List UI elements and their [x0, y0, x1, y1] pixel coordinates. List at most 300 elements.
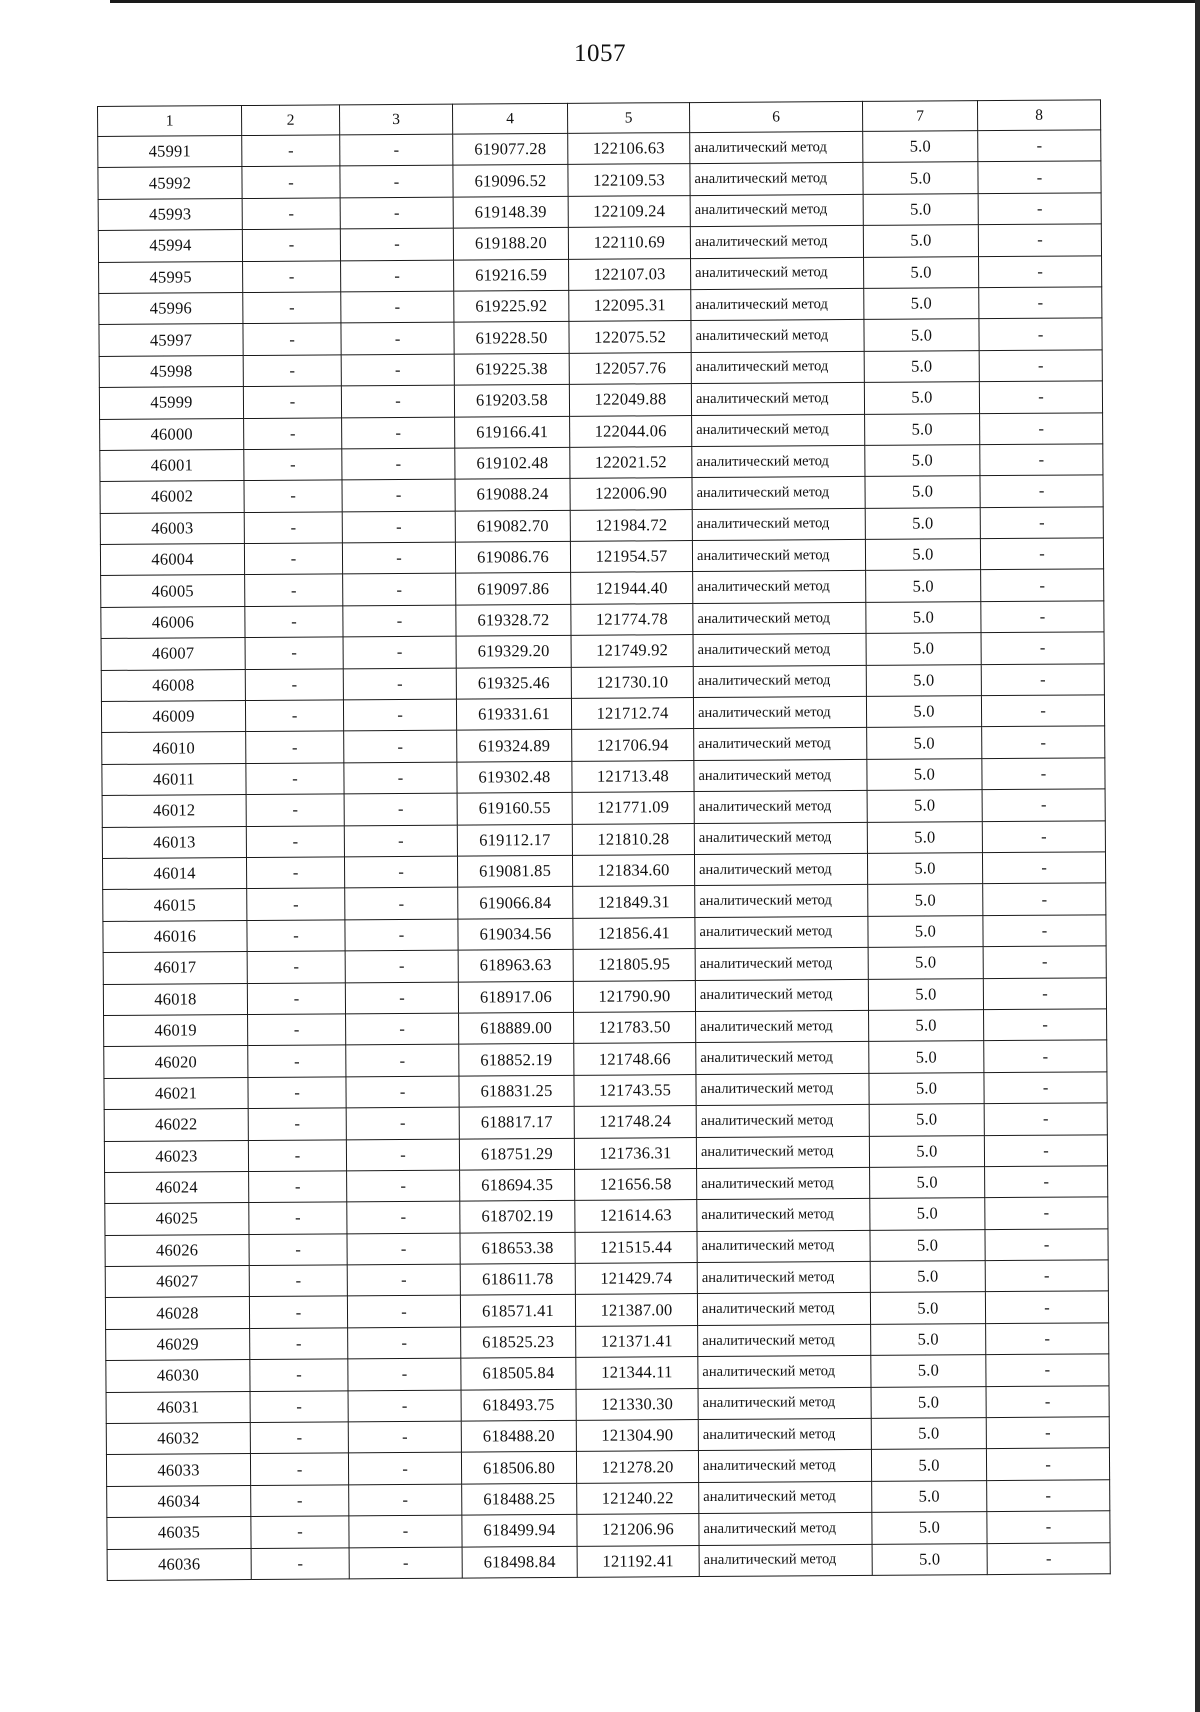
col2-cell: -: [250, 1390, 348, 1422]
method-cell: аналитический метод: [693, 602, 866, 635]
accuracy-cell: 5.0: [866, 633, 981, 665]
col8-cell: -: [987, 1542, 1110, 1574]
scan-right-edge: [1195, 0, 1200, 1712]
x-coordinate-cell: 618831.25: [459, 1075, 574, 1107]
point-number-cell: 46019: [104, 1014, 248, 1046]
x-coordinate-cell: 619160.55: [457, 793, 572, 825]
point-number-cell: 46003: [100, 512, 244, 544]
method-cell: аналитический метод: [697, 1199, 870, 1232]
point-number-cell: 46021: [104, 1077, 248, 1109]
y-coordinate-cell: 121984.72: [570, 509, 692, 541]
point-number-cell: 46016: [103, 920, 247, 952]
accuracy-cell: 5.0: [865, 507, 980, 539]
y-coordinate-cell: 121783.50: [574, 1011, 696, 1043]
table-row: [107, 1542, 1110, 1580]
accuracy-cell: 5.0: [864, 350, 979, 382]
method-cell: аналитический метод: [696, 1010, 869, 1043]
x-coordinate-cell: 619086.76: [455, 541, 570, 573]
col8-cell: -: [984, 1134, 1107, 1166]
accuracy-cell: 5.0: [865, 413, 980, 445]
method-cell: аналитический метод: [690, 131, 863, 164]
col2-cell: -: [243, 292, 341, 324]
table-body: [98, 130, 1111, 1581]
accuracy-cell: 5.0: [870, 1292, 985, 1324]
method-cell: аналитический метод: [694, 759, 867, 792]
x-coordinate-cell: 618506.80: [461, 1452, 576, 1484]
col8-cell: -: [985, 1228, 1108, 1260]
col8-cell: -: [987, 1511, 1110, 1543]
col2-cell: -: [247, 920, 345, 952]
x-coordinate-cell: 619225.38: [454, 353, 569, 385]
col3-cell: -: [342, 511, 455, 543]
method-cell: аналитический метод: [691, 288, 864, 321]
y-coordinate-cell: 121736.31: [574, 1137, 696, 1169]
column-header: 6: [689, 101, 862, 132]
col8-cell: -: [983, 915, 1106, 947]
y-coordinate-cell: 122057.76: [569, 352, 691, 384]
col8-cell: -: [979, 350, 1102, 382]
col8-cell: -: [983, 946, 1106, 978]
point-number-cell: 46026: [105, 1234, 249, 1266]
method-cell: аналитический метод: [690, 163, 863, 196]
y-coordinate-cell: 121344.11: [576, 1357, 698, 1389]
col3-cell: -: [344, 762, 457, 794]
col8-cell: -: [984, 1072, 1107, 1104]
point-number-cell: 46033: [106, 1454, 250, 1486]
col3-cell: -: [348, 1421, 461, 1453]
col3-cell: -: [346, 1044, 459, 1076]
y-coordinate-cell: 121192.41: [577, 1545, 699, 1577]
method-cell: аналитический метод: [695, 916, 868, 949]
col8-cell: -: [980, 412, 1103, 444]
y-coordinate-cell: 121954.57: [570, 541, 692, 573]
col8-cell: -: [980, 444, 1103, 476]
col2-cell: -: [246, 825, 344, 857]
y-coordinate-cell: 121206.96: [577, 1514, 699, 1546]
y-coordinate-cell: 122006.90: [570, 478, 692, 510]
point-number-cell: 46030: [106, 1360, 250, 1392]
col8-cell: -: [978, 224, 1101, 256]
x-coordinate-cell: 618963.63: [458, 950, 573, 982]
point-number-cell: 45991: [98, 136, 242, 168]
x-coordinate-cell: 618751.29: [459, 1138, 574, 1170]
column-header: 5: [567, 103, 689, 134]
column-header: 3: [339, 104, 452, 135]
col2-cell: -: [243, 260, 341, 292]
col2-cell: -: [248, 1045, 346, 1077]
point-number-cell: 46004: [100, 544, 244, 576]
point-number-cell: 45996: [99, 292, 243, 324]
x-coordinate-cell: 619097.86: [456, 573, 571, 605]
col3-cell: -: [348, 1390, 461, 1422]
col8-cell: -: [980, 475, 1103, 507]
col2-cell: -: [244, 512, 342, 544]
col3-cell: -: [340, 134, 453, 166]
col3-cell: -: [340, 197, 453, 229]
col2-cell: -: [246, 857, 344, 889]
point-number-cell: 45999: [99, 387, 243, 419]
col8-cell: -: [983, 977, 1106, 1009]
col8-cell: -: [983, 883, 1106, 915]
x-coordinate-cell: 619077.28: [453, 133, 568, 165]
col8-cell: -: [979, 287, 1102, 319]
y-coordinate-cell: 121749.92: [571, 635, 693, 667]
x-coordinate-cell: 618917.06: [458, 981, 573, 1013]
accuracy-cell: 5.0: [870, 1229, 985, 1261]
y-coordinate-cell: 121713.48: [572, 760, 694, 792]
point-number-cell: 45995: [99, 261, 243, 293]
y-coordinate-cell: 121810.28: [572, 823, 694, 855]
method-cell: аналитический метод: [693, 571, 866, 604]
x-coordinate-cell: 618571.41: [460, 1295, 575, 1327]
col2-cell: -: [250, 1453, 348, 1485]
y-coordinate-cell: 121429.74: [575, 1263, 697, 1295]
col8-cell: -: [986, 1323, 1109, 1355]
point-number-cell: 46007: [101, 638, 245, 670]
col8-cell: -: [982, 789, 1105, 821]
col2-cell: -: [250, 1328, 348, 1360]
y-coordinate-cell: 121944.40: [571, 572, 693, 604]
point-number-cell: 46000: [100, 418, 244, 450]
y-coordinate-cell: 121371.41: [576, 1325, 698, 1357]
x-coordinate-cell: 618488.25: [462, 1483, 577, 1515]
point-number-cell: 46015: [103, 889, 247, 921]
y-coordinate-cell: 121856.41: [573, 917, 695, 949]
col2-cell: -: [250, 1359, 348, 1391]
method-cell: аналитический метод: [695, 979, 868, 1012]
method-cell: аналитический метод: [698, 1356, 871, 1389]
method-cell: аналитический метод: [695, 885, 868, 918]
col2-cell: -: [248, 1077, 346, 1109]
y-coordinate-cell: 121834.60: [572, 855, 694, 887]
col2-cell: -: [251, 1485, 349, 1517]
col8-cell: -: [981, 632, 1104, 664]
y-coordinate-cell: 122109.53: [568, 164, 690, 196]
col3-cell: -: [343, 636, 456, 668]
col3-cell: -: [346, 1076, 459, 1108]
accuracy-cell: 5.0: [871, 1323, 986, 1355]
y-coordinate-cell: 121515.44: [575, 1231, 697, 1263]
col3-cell: -: [345, 919, 458, 951]
x-coordinate-cell: 619188.20: [453, 228, 568, 260]
method-cell: аналитический метод: [698, 1418, 871, 1451]
y-coordinate-cell: 122021.52: [570, 446, 692, 478]
method-cell: аналитический метод: [692, 508, 865, 541]
point-number-cell: 46027: [105, 1266, 249, 1298]
col2-cell: -: [248, 1108, 346, 1140]
col8-cell: -: [978, 130, 1101, 162]
point-number-cell: 45997: [99, 324, 243, 356]
col2-cell: -: [242, 166, 340, 198]
col3-cell: -: [343, 605, 456, 637]
col3-cell: -: [341, 291, 454, 323]
accuracy-cell: 5.0: [871, 1386, 986, 1418]
accuracy-cell: 5.0: [869, 1104, 984, 1136]
y-coordinate-cell: 122110.69: [568, 227, 690, 259]
accuracy-cell: 5.0: [871, 1449, 986, 1481]
method-cell: аналитический метод: [694, 822, 867, 855]
point-number-cell: 46005: [101, 575, 245, 607]
accuracy-cell: 5.0: [864, 288, 979, 320]
col3-cell: -: [347, 1233, 460, 1265]
point-number-cell: 46020: [104, 1046, 248, 1078]
method-cell: аналитический метод: [690, 226, 863, 259]
y-coordinate-cell: 122107.03: [569, 258, 691, 290]
col2-cell: -: [247, 982, 345, 1014]
method-cell: аналитический метод: [696, 1042, 869, 1075]
point-number-cell: 45992: [98, 167, 242, 199]
accuracy-cell: 5.0: [866, 570, 981, 602]
x-coordinate-cell: 618498.84: [462, 1546, 577, 1578]
method-cell: аналитический метод: [695, 948, 868, 981]
col3-cell: -: [343, 668, 456, 700]
accuracy-cell: 5.0: [863, 193, 978, 225]
col3-cell: -: [345, 888, 458, 920]
method-cell: аналитический метод: [692, 539, 865, 572]
coordinates-table: [97, 99, 1111, 1581]
y-coordinate-cell: 122109.24: [568, 195, 690, 227]
point-number-cell: 46006: [101, 606, 245, 638]
y-coordinate-cell: 121387.00: [575, 1294, 697, 1326]
col8-cell: -: [982, 820, 1105, 852]
col2-cell: -: [245, 606, 343, 638]
col3-cell: -: [344, 856, 457, 888]
y-coordinate-cell: 121805.95: [573, 949, 695, 981]
point-number-cell: 46036: [107, 1548, 251, 1580]
accuracy-cell: 5.0: [867, 727, 982, 759]
method-cell: аналитический метод: [690, 194, 863, 227]
method-cell: аналитический метод: [697, 1261, 870, 1294]
accuracy-cell: 5.0: [865, 445, 980, 477]
col8-cell: -: [981, 663, 1104, 695]
col2-cell: -: [250, 1422, 348, 1454]
x-coordinate-cell: 618653.38: [460, 1232, 575, 1264]
accuracy-cell: 5.0: [866, 602, 981, 634]
column-header: 4: [452, 103, 567, 134]
y-coordinate-cell: 121743.55: [574, 1074, 696, 1106]
method-cell: аналитический метод: [696, 1073, 869, 1106]
col8-cell: -: [981, 601, 1104, 633]
y-coordinate-cell: 121748.24: [574, 1106, 696, 1138]
method-cell: аналитический метод: [698, 1387, 871, 1420]
col8-cell: -: [985, 1260, 1108, 1292]
col8-cell: -: [985, 1166, 1108, 1198]
y-coordinate-cell: 122106.63: [568, 133, 690, 165]
col2-cell: -: [243, 323, 341, 355]
point-number-cell: 46034: [107, 1485, 251, 1517]
point-number-cell: 46008: [101, 669, 245, 701]
col8-cell: -: [979, 255, 1102, 287]
x-coordinate-cell: 618852.19: [459, 1044, 574, 1076]
point-number-cell: 46013: [102, 826, 246, 858]
col3-cell: -: [344, 793, 457, 825]
x-coordinate-cell: 618694.35: [460, 1169, 575, 1201]
col2-cell: -: [246, 763, 344, 795]
y-coordinate-cell: 122095.31: [569, 290, 691, 322]
x-coordinate-cell: 619225.92: [454, 290, 569, 322]
col8-cell: -: [981, 569, 1104, 601]
col2-cell: -: [249, 1171, 347, 1203]
y-coordinate-cell: 121748.66: [574, 1043, 696, 1075]
y-coordinate-cell: 121304.90: [576, 1420, 698, 1452]
accuracy-cell: 5.0: [866, 664, 981, 696]
method-cell: аналитический метод: [698, 1324, 871, 1357]
col2-cell: -: [251, 1516, 349, 1548]
x-coordinate-cell: 619166.41: [455, 416, 570, 448]
method-cell: аналитический метод: [692, 477, 865, 510]
method-cell: аналитический метод: [694, 791, 867, 824]
col2-cell: -: [245, 574, 343, 606]
col3-cell: -: [344, 825, 457, 857]
y-coordinate-cell: 122044.06: [570, 415, 692, 447]
x-coordinate-cell: 619329.20: [456, 636, 571, 668]
accuracy-cell: 5.0: [869, 1072, 984, 1104]
accuracy-cell: 5.0: [868, 915, 983, 947]
accuracy-cell: 5.0: [872, 1480, 987, 1512]
accuracy-cell: 5.0: [867, 758, 982, 790]
col3-cell: -: [343, 699, 456, 731]
accuracy-cell: 5.0: [868, 947, 983, 979]
accuracy-cell: 5.0: [872, 1543, 987, 1575]
column-header: 8: [977, 100, 1100, 131]
x-coordinate-cell: 619328.72: [456, 604, 571, 636]
col3-cell: -: [341, 322, 454, 354]
x-coordinate-cell: 619112.17: [457, 824, 572, 856]
accuracy-cell: 5.0: [870, 1167, 985, 1199]
y-coordinate-cell: 121656.58: [575, 1168, 697, 1200]
x-coordinate-cell: 618505.84: [461, 1358, 576, 1390]
col8-cell: -: [982, 726, 1105, 758]
col2-cell: -: [249, 1265, 347, 1297]
point-number-cell: 46022: [104, 1109, 248, 1141]
accuracy-cell: 5.0: [864, 382, 979, 414]
col3-cell: -: [348, 1453, 461, 1485]
point-number-cell: 46017: [103, 952, 247, 984]
point-number-cell: 46029: [106, 1328, 250, 1360]
col8-cell: -: [982, 758, 1105, 790]
method-cell: аналитический метод: [691, 320, 864, 353]
col3-cell: -: [349, 1515, 462, 1547]
col3-cell: -: [341, 260, 454, 292]
method-cell: аналитический метод: [697, 1167, 870, 1200]
col8-cell: -: [979, 318, 1102, 350]
col8-cell: -: [981, 695, 1104, 727]
col8-cell: -: [987, 1480, 1110, 1512]
x-coordinate-cell: 618488.20: [461, 1420, 576, 1452]
col3-cell: -: [347, 1264, 460, 1296]
x-coordinate-cell: 619066.84: [458, 887, 573, 919]
x-coordinate-cell: 618525.23: [461, 1326, 576, 1358]
y-coordinate-cell: 121790.90: [573, 980, 695, 1012]
accuracy-cell: 5.0: [869, 1041, 984, 1073]
col2-cell: -: [245, 637, 343, 669]
y-coordinate-cell: 121849.31: [573, 886, 695, 918]
column-header: 7: [862, 101, 977, 132]
y-coordinate-cell: 121774.78: [571, 603, 693, 635]
col2-cell: -: [245, 700, 343, 732]
col8-cell: -: [986, 1417, 1109, 1449]
col3-cell: -: [342, 479, 455, 511]
point-number-cell: 46012: [102, 795, 246, 827]
x-coordinate-cell: 619081.85: [457, 855, 572, 887]
y-coordinate-cell: 122049.88: [569, 384, 691, 416]
point-number-cell: 46010: [102, 732, 246, 764]
col3-cell: -: [349, 1547, 462, 1579]
method-cell: аналитический метод: [698, 1450, 871, 1483]
accuracy-cell: 5.0: [866, 696, 981, 728]
col2-cell: -: [251, 1547, 349, 1579]
scan-top-rule: [110, 0, 1200, 3]
point-number-cell: 45998: [99, 355, 243, 387]
col8-cell: -: [984, 1040, 1107, 1072]
column-header: 1: [98, 106, 242, 137]
x-coordinate-cell: 619331.61: [456, 698, 571, 730]
col2-cell: -: [244, 480, 342, 512]
col8-cell: -: [980, 538, 1103, 570]
col3-cell: -: [346, 1139, 459, 1171]
accuracy-cell: 5.0: [869, 1010, 984, 1042]
page-number: 1057: [574, 40, 626, 67]
x-coordinate-cell: 619148.39: [453, 196, 568, 228]
accuracy-cell: 5.0: [867, 821, 982, 853]
method-cell: аналитический метод: [697, 1293, 870, 1326]
col8-cell: -: [986, 1448, 1109, 1480]
col3-cell: -: [344, 731, 457, 763]
accuracy-cell: 5.0: [870, 1261, 985, 1293]
x-coordinate-cell: 618499.94: [462, 1515, 577, 1547]
point-number-cell: 46031: [106, 1391, 250, 1423]
y-coordinate-cell: 121706.94: [572, 729, 694, 761]
col2-cell: -: [242, 229, 340, 261]
col8-cell: -: [982, 852, 1105, 884]
col2-cell: -: [248, 1139, 346, 1171]
col8-cell: -: [985, 1291, 1108, 1323]
method-cell: аналитический метод: [692, 414, 865, 447]
x-coordinate-cell: 619325.46: [456, 667, 571, 699]
y-coordinate-cell: 121330.30: [576, 1388, 698, 1420]
point-number-cell: 46032: [106, 1423, 250, 1455]
method-cell: аналитический метод: [691, 257, 864, 290]
y-coordinate-cell: 121240.22: [577, 1482, 699, 1514]
point-number-cell: 46002: [100, 481, 244, 513]
x-coordinate-cell: 619228.50: [454, 322, 569, 354]
accuracy-cell: 5.0: [870, 1198, 985, 1230]
accuracy-cell: 5.0: [865, 539, 980, 571]
point-number-cell: 46001: [100, 449, 244, 481]
point-number-cell: 46009: [101, 701, 245, 733]
col2-cell: -: [249, 1234, 347, 1266]
y-coordinate-cell: 121278.20: [576, 1451, 698, 1483]
col3-cell: -: [347, 1296, 460, 1328]
col3-cell: -: [349, 1484, 462, 1516]
point-number-cell: 46025: [105, 1203, 249, 1235]
col2-cell: -: [245, 669, 343, 701]
col8-cell: -: [980, 507, 1103, 539]
col3-cell: -: [341, 354, 454, 386]
col8-cell: -: [979, 381, 1102, 413]
x-coordinate-cell: 619096.52: [453, 165, 568, 197]
method-cell: аналитический метод: [691, 383, 864, 416]
col8-cell: -: [978, 161, 1101, 193]
point-number-cell: 46014: [102, 858, 246, 890]
method-cell: аналитический метод: [699, 1513, 872, 1546]
col3-cell: -: [342, 448, 455, 480]
method-cell: аналитический метод: [693, 665, 866, 698]
col3-cell: -: [342, 417, 455, 449]
accuracy-cell: 5.0: [863, 225, 978, 257]
accuracy-cell: 5.0: [864, 319, 979, 351]
accuracy-cell: 5.0: [872, 1512, 987, 1544]
